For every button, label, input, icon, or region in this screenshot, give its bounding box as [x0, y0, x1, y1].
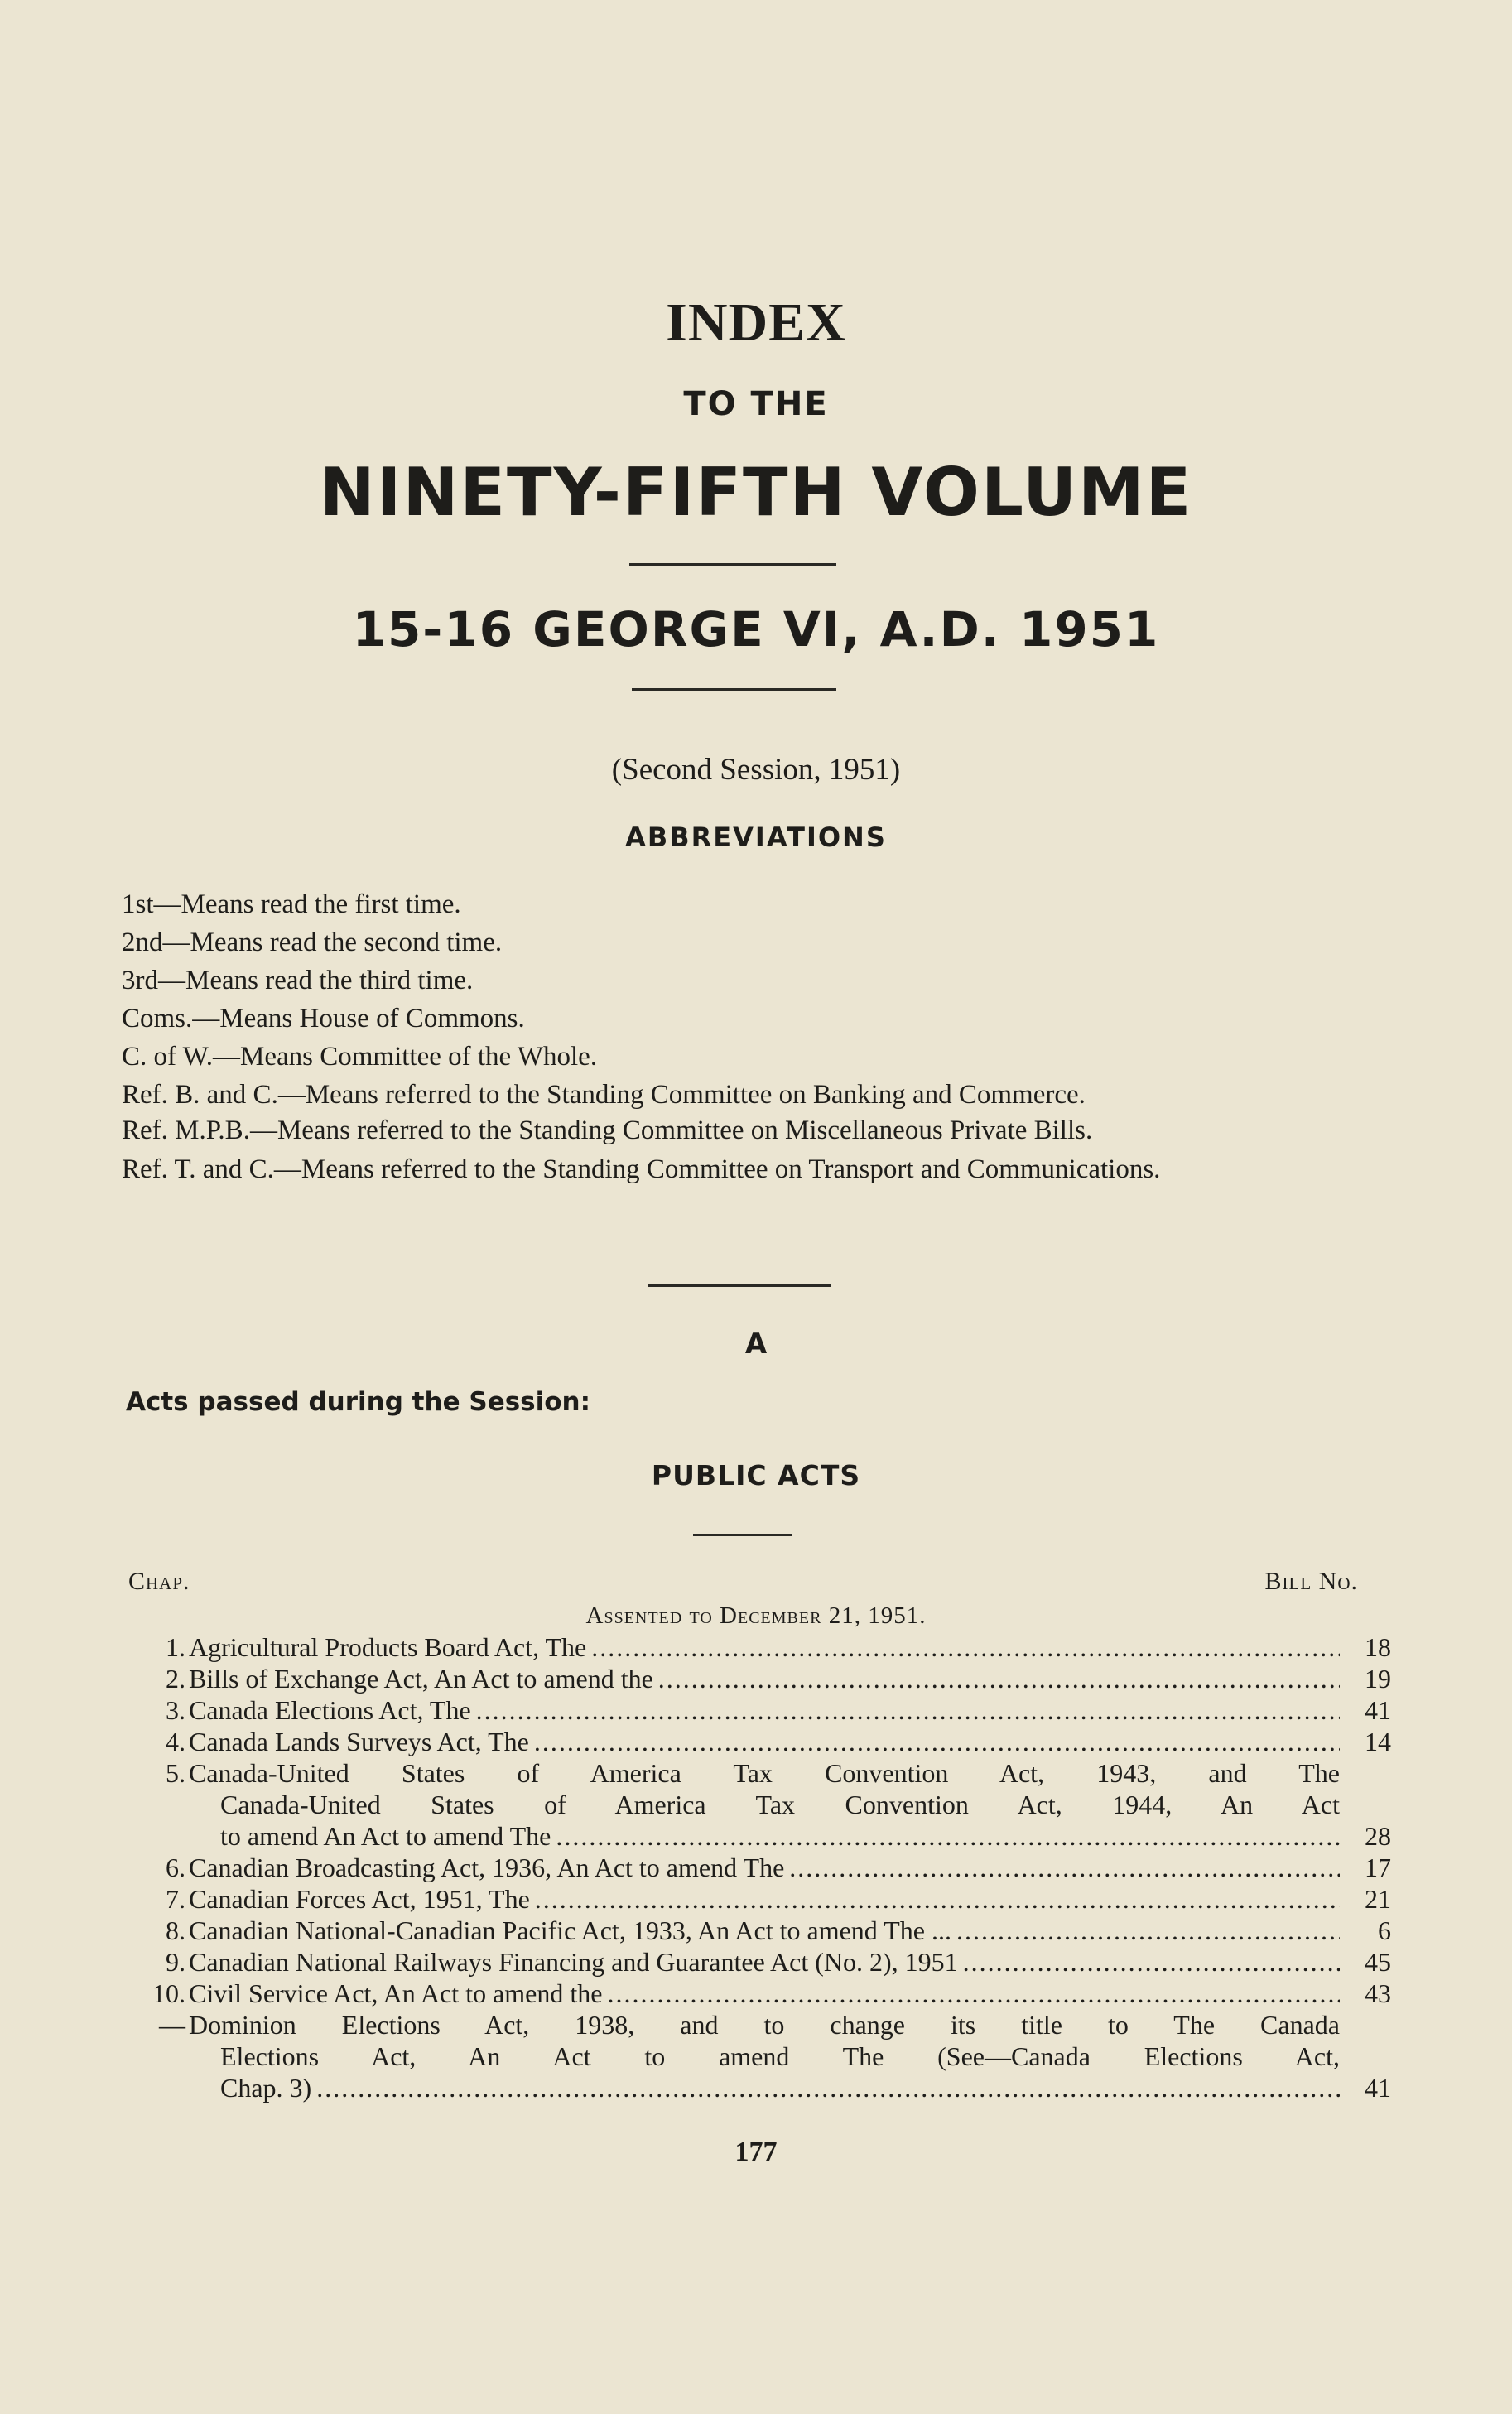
act-chapter: 10. [152, 1978, 185, 2008]
act-bill-number: 18 [1365, 1632, 1391, 1662]
act-title-line: Bills of Exchange Act, An Act to amend the [189, 1664, 653, 1694]
act-title-line: Canada Elections Act, The [189, 1695, 471, 1725]
act-chapter: 3. [166, 1695, 185, 1725]
act-chapter: 5. [166, 1758, 185, 1788]
act-title-line: Canadian National Railways Financing and Guarantee Act (No. 2), 1951 [189, 1947, 958, 1977]
act-bill-number: 19 [1365, 1664, 1391, 1694]
act-title-line: Canada-United States of America Tax Convention Act, 1944, An Act [220, 1790, 1340, 1819]
abbreviations-list [122, 886, 1356, 1193]
act-row [124, 1946, 1391, 1978]
chap-column-header: Chap. [128, 1568, 190, 1595]
act-row [124, 2009, 1391, 2103]
act-title-line: Civil Service Act, An Act to amend the [189, 1978, 603, 2008]
act-title [189, 1883, 1340, 1915]
act-title [189, 1915, 1340, 1946]
act-title-line: Canadian Broadcasting Act, 1936, An Act to amend The [189, 1853, 785, 1882]
act-row [124, 1852, 1391, 1883]
act-bill-number: 21 [1365, 1884, 1391, 1914]
act-chapter: 1. [166, 1632, 185, 1662]
act-bill-number: 45 [1365, 1947, 1391, 1977]
act-row [124, 1726, 1391, 1757]
act-bill-number: 41 [1365, 1695, 1391, 1725]
leader-dots [316, 2072, 1340, 2103]
to-the-subtitle: TO THE [683, 385, 829, 423]
act-title [189, 1726, 1340, 1757]
abbreviation-item: 2nd—Means read the second time. [122, 928, 503, 957]
public-acts-heading: PUBLIC ACTS [651, 1459, 861, 1491]
index-title: INDEX [666, 292, 846, 353]
act-title [189, 1852, 1340, 1883]
act-title-line: Canadian National-Canadian Pacific Act, 1933, An Act to amend The ... [189, 1915, 951, 1945]
act-bill-number: 43 [1365, 1978, 1391, 2008]
act-title [189, 1631, 1340, 1663]
session-note: (Second Session, 1951) [611, 753, 901, 787]
public-acts-divider [693, 1534, 792, 1536]
act-chapter: 6. [166, 1853, 185, 1882]
act-title [189, 2009, 1340, 2103]
act-title-line: Chap. 3) [220, 2073, 312, 2103]
leader-dots [658, 1663, 1340, 1694]
abbreviation-item: Ref. T. and C.—Means referred to the Standing Committee on Transport and Communications. [122, 1154, 1161, 1184]
bill-column-header: Bill No. [1264, 1568, 1358, 1595]
abbreviation-item: Ref. B. and C.—Means referred to the Standing Committee on Banking and Commerce. [122, 1080, 1086, 1110]
title-divider [629, 563, 836, 566]
act-title-line: Canada Lands Surveys Act, The [189, 1727, 529, 1756]
act-chapter: 7. [166, 1884, 185, 1914]
page-number: 177 [734, 2137, 778, 2167]
abbreviation-item: Coms.—Means House of Commons. [122, 1004, 525, 1034]
leader-dots [789, 1852, 1340, 1883]
reign-title: 15-16 GEORGE VI, A.D. 1951 [352, 601, 1160, 658]
act-row [124, 1883, 1391, 1915]
act-title [189, 1978, 1340, 2009]
act-chapter: 4. [166, 1727, 185, 1756]
act-chapter: 9. [166, 1947, 185, 1977]
act-row [124, 1757, 1391, 1852]
act-title-line: Canada-United States of America Tax Convention Act, 1943, and The [189, 1758, 1340, 1788]
abbreviation-item: C. of W.—Means Committee of the Whole. [122, 1042, 598, 1072]
act-title-line: to amend An Act to amend The [220, 1821, 551, 1851]
section-letter: A [744, 1327, 768, 1361]
abbreviation-item: Ref. M.P.B.—Means referred to the Standing Committee on Miscellaneous Private Bills. [122, 1115, 1093, 1145]
section-divider [648, 1284, 831, 1287]
leader-dots [591, 1631, 1340, 1663]
act-row [124, 1631, 1391, 1663]
act-bill-number: 17 [1365, 1853, 1391, 1882]
leader-dots [956, 1915, 1340, 1946]
act-row [124, 1663, 1391, 1694]
act-title [189, 1694, 1340, 1726]
act-chapter: — [159, 2010, 185, 2040]
abbreviation-item: 1st—Means read the first time. [122, 889, 461, 919]
abbreviations-heading: ABBREVIATIONS [625, 822, 887, 853]
act-title-line: Canadian Forces Act, 1951, The [189, 1884, 530, 1914]
leader-dots [534, 1726, 1340, 1757]
act-title-line: Elections Act, An Act to amend The (See—Canada Elections Act, [220, 2041, 1340, 2071]
act-row [124, 1915, 1391, 1946]
assented-heading: Assented to December 21, 1951. [585, 1602, 927, 1629]
act-bill-number: 28 [1365, 1821, 1391, 1851]
act-row [124, 1978, 1391, 2009]
acts-table [124, 1631, 1391, 2103]
act-chapter: 8. [166, 1915, 185, 1945]
reign-divider [632, 688, 836, 691]
act-title [189, 1757, 1340, 1852]
leader-dots [607, 1978, 1340, 2009]
act-bill-number: 6 [1378, 1915, 1391, 1945]
abbreviation-item: 3rd—Means read the third time. [122, 966, 474, 995]
leader-dots [556, 1820, 1340, 1852]
act-title [189, 1946, 1340, 1978]
act-bill-number: 14 [1365, 1727, 1391, 1756]
leader-dots [963, 1946, 1340, 1978]
acts-passed-heading: Acts passed during the Session: [126, 1387, 591, 1417]
act-row [124, 1694, 1391, 1726]
volume-title: NINETY-FIFTH VOLUME [319, 454, 1193, 531]
act-chapter: 2. [166, 1664, 185, 1694]
act-title-line: Dominion Elections Act, 1938, and to change its title to The Canada [189, 2010, 1340, 2040]
act-bill-number: 41 [1365, 2073, 1391, 2103]
leader-dots [535, 1883, 1340, 1915]
act-title [189, 1663, 1340, 1694]
act-title-line: Agricultural Products Board Act, The [189, 1632, 587, 1662]
leader-dots [476, 1694, 1340, 1726]
